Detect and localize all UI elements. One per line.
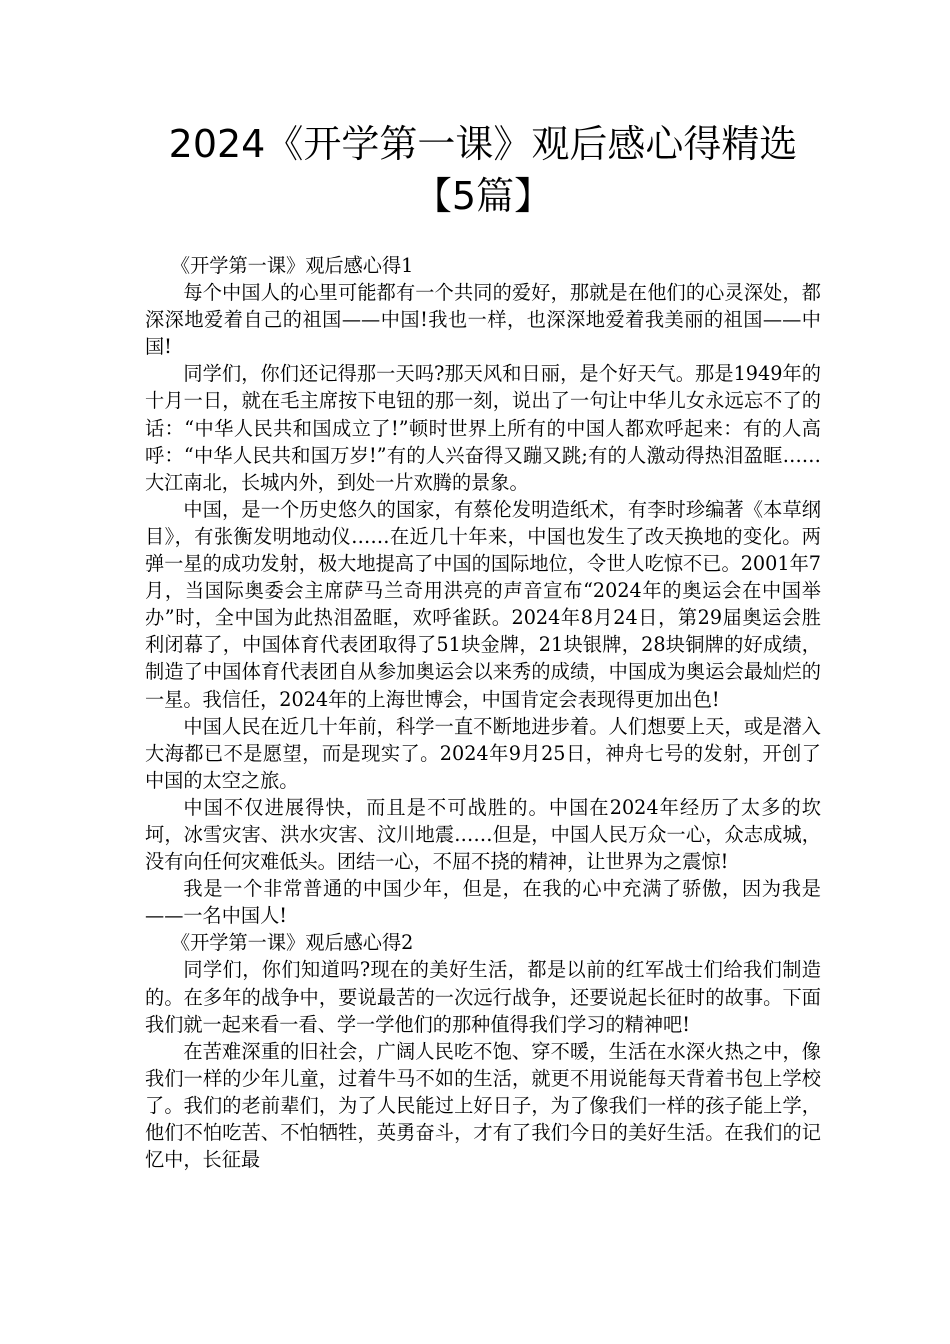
document-body (145, 252, 821, 1173)
paragraph: 我是一个非常普通的中国少年，但是，在我的心中充满了骄傲，因为我是——一名中国人! (145, 877, 821, 928)
document-page (145, 118, 821, 1173)
document-title (145, 118, 821, 222)
paragraph: 中国不仅进展得快，而且是不可战胜的。中国在2024年经历了太多的坎坷，冰雪灾害、洪水灾害、汶川地震……但是，中国人民万众一心，众志成城，没有向任何灾难低头。团结一心，不屈不挠的精神，让世界为之震惊! (145, 795, 821, 874)
paragraph: 同学们，你们还记得那一天吗?那天风和日丽，是个好天气。那是1949年的十月一日，就在毛主席按下电钮的那一刻，说出了一句让中华儿女永远忘不了的话：“中华人民共和国成立了!”顿时世界上所有的中国人都欢呼起来：有的人高呼：“中华人民共和国万岁!”有的人兴奋得又蹦又跳;有的人激动得热泪盈眶……大江南北，长城内外，到处一片欢腾的景象。 (145, 362, 821, 494)
title-line-1: 2024《开学第一课》观后感心得精选 (168, 122, 798, 166)
title-line-2: 【5篇】 (413, 174, 553, 218)
paragraph: 同学们，你们知道吗?现在的美好生活，都是以前的红军战士们给我们制造的。在多年的战争中，要说最苦的一次远行战争，还要说起长征时的故事。下面我们就一起来看一看、学一学他们的那种值得我们学习的精神吧! (145, 958, 821, 1036)
paragraph: 每个中国人的心里可能都有一个共同的爱好，那就是在他们的心灵深处，都深深地爱着自己的祖国——中国!我也一样，也深深地爱着我美丽的祖国——中国! (145, 281, 821, 359)
paragraph: 中国人民在近几十年前，科学一直不断地进步着。人们想要上天，或是潜入大海都已不是愿望，而是现实了。2024年9月25日，神舟七号的发射，开创了中国的太空之旅。 (145, 714, 821, 792)
section-heading: 《开学第一课》观后感心得1 (170, 254, 414, 277)
section-heading: 《开学第一课》观后感心得2 (170, 931, 414, 955)
paragraph: 在苦难深重的旧社会，广阔人民吃不饱、穿不暖，生活在水深火热之中，像我们一样的少年儿童，过着牛马不如的生活，就更不用说能每天背着书包上学校了。我们的老前辈们，为了人民能过上好日子，为了像我们一样的孩子能上学，他们不怕吃苦、不怕牺牲，英勇奋斗，才有了我们今日的美好生活。在我们的记忆中，长征最 (145, 1039, 821, 1172)
paragraph: 中国，是一个历史悠久的国家，有蔡伦发明造纸术，有李时珍编著《本草纲目》，有张衡发明地动仪……在近几十年来，中国也发生了改天换地的变化。两弹一星的成功发射，极大地提高了中国的国际地位，令世人吃惊不已。2001年7月，当国际奥委会主席萨马兰奇用洪亮的声音宣布“2024年的奥运会在中国举办”时，全中国为此热泪盈眶，欢呼雀跃。2024年8月24日，第29届奥运会胜利闭幕了，中国体育代表团取得了51块金牌，21块银牌，28块铜牌的好成绩，制造了中国体育代表团自从参加奥运会以来秀的成绩，中国成为奥运会最灿烂的一星。我信任，2024年的上海世博会，中国肯定会表现得更加出色! (145, 497, 821, 711)
